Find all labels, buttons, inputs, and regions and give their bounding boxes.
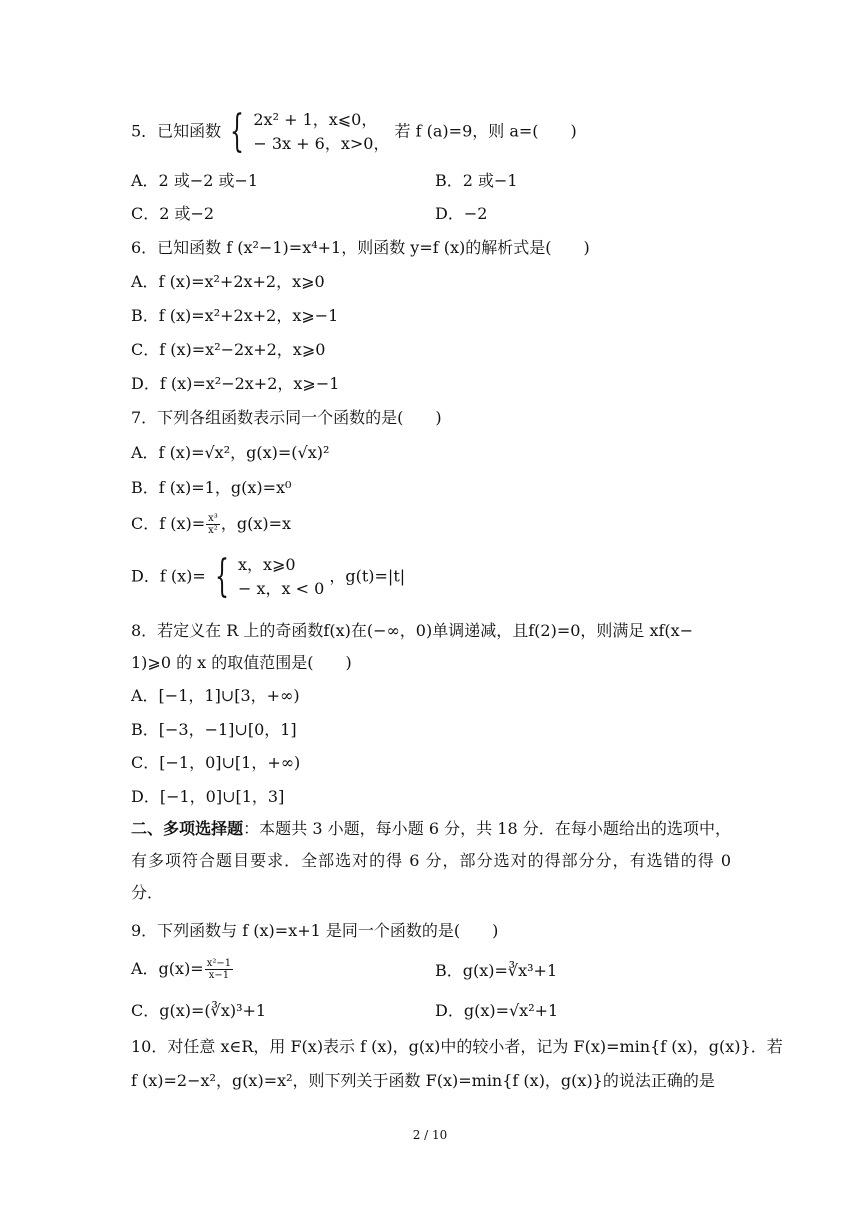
q5-option-c: C．2 或−2 bbox=[131, 204, 215, 223]
q8-option-a: A．[−1，1]∪[3，+∞) bbox=[131, 686, 300, 705]
q7-option-c-suffix: ，g(x)=x bbox=[220, 514, 292, 533]
page-number: 2 / 10 bbox=[412, 1128, 448, 1142]
q7-stem: 7．下列各组函数表示同一个函数的是( ) bbox=[131, 408, 442, 427]
q6-option-d: D．f (x)=x²−2x+2，x⩾−1 bbox=[131, 374, 340, 393]
q7-option-d-suffix: ，g(t)=|t| bbox=[329, 566, 406, 586]
q5-stem-suffix: 若 f (a)=9，则 a=( ) bbox=[394, 121, 577, 141]
q9-option-d: D．g(x)=√x²+1 bbox=[435, 1001, 559, 1020]
q7-option-d bbox=[131, 553, 405, 601]
q5-stem bbox=[131, 108, 577, 156]
section-instructions: ：本题共 3 小题，每小题 6 分，共 18 分．在每小题给出的选项中，有多项符合题目要求．全部选对的得 6 分，部分选对的得部分分，有选错的得 0 分． bbox=[131, 819, 731, 902]
q8-option-d: D．[−1，0]∪[1，3] bbox=[131, 787, 285, 806]
q5-stem-prefix: 5．已知函数 bbox=[131, 121, 222, 141]
q9-option-a-fraction bbox=[205, 958, 233, 981]
q9-option-c: C．g(x)=(∛x)³+1 bbox=[131, 1001, 267, 1020]
q7-option-d-case1: x，x⩾0 bbox=[237, 555, 296, 574]
q7-option-c-denominator: x² bbox=[208, 525, 218, 536]
q7-option-a: A．f (x)=√x²，g(x)=(√x)² bbox=[131, 443, 330, 462]
q7-option-d-prefix: D．f (x)= bbox=[131, 566, 206, 586]
q9-option-a-prefix: A．g(x)= bbox=[131, 959, 204, 978]
q5-cases bbox=[253, 108, 389, 156]
q6-option-b: B．f (x)=x²+2x+2，x⩾−1 bbox=[131, 306, 339, 325]
q10-stem-line1: 10．对任意 x∈R，用 F(x)表示 f (x)，g(x)中的较小者，记为 F(x)=min{f (x)，g(x)}．若 bbox=[131, 1037, 783, 1056]
q6-option-a: A．f (x)=x²+2x+2，x⩾0 bbox=[131, 272, 325, 291]
q5-option-a: A．2 或−2 或−1 bbox=[131, 171, 259, 190]
q7-option-d-case2: − x，x < 0 bbox=[237, 579, 325, 598]
q6-option-c: C．f (x)=x²−2x+2，x⩾0 bbox=[131, 340, 326, 359]
q9-stem: 9．下列函数与 f (x)=x+1 是同一个函数的是( ) bbox=[131, 921, 499, 940]
q7-option-c-numerator: x³ bbox=[208, 513, 218, 524]
q5-option-d: D．−2 bbox=[435, 204, 488, 223]
q8-stem-line1: 8．若定义在 R 上的奇函数f(x)在(−∞，0)单调递减，且f(2)=0，则满足 xf(x− bbox=[131, 621, 694, 640]
q7-option-c-prefix: C．f (x)= bbox=[131, 514, 206, 533]
q9-option-a-denominator: x−1 bbox=[208, 970, 230, 981]
q8-option-c: C．[−1，0]∪[1，+∞) bbox=[131, 753, 301, 772]
q5-brace: { bbox=[230, 106, 245, 157]
q6-stem: 6．已知函数 f (x²−1)=x⁴+1，则函数 y=f (x)的解析式是( ) bbox=[131, 238, 590, 257]
q7-option-c-fraction bbox=[206, 513, 220, 536]
q5-case1: 2x² + 1，x⩽0， bbox=[253, 110, 378, 129]
section-title: 二、多项选择题 bbox=[131, 819, 244, 838]
q9-option-b: B．g(x)=∛x³+1 bbox=[435, 961, 558, 980]
q8-stem-line2: 1)⩾0 的 x 的取值范围是( ) bbox=[131, 653, 352, 672]
q9-option-a bbox=[131, 958, 234, 981]
q5-case2: − 3x + 6，x>0， bbox=[253, 134, 390, 153]
q7-option-c bbox=[131, 513, 291, 536]
q10-stem-line2: f (x)=2−x²，g(x)=x²，则下列关于函数 F(x)=min{f (x)，g(x)}的说法正确的是 bbox=[131, 1071, 715, 1090]
q8-option-b: B．[−3，−1]∪[0，1] bbox=[131, 720, 297, 739]
section-multiple-choice bbox=[131, 813, 731, 909]
q9-option-a-numerator: x²−1 bbox=[206, 958, 232, 969]
q5-option-b: B．2 或−1 bbox=[435, 171, 518, 190]
q7-option-d-brace: { bbox=[214, 551, 229, 602]
q7-option-b: B．f (x)=1，g(x)=x⁰ bbox=[131, 478, 292, 497]
q7-option-d-cases bbox=[238, 553, 324, 601]
